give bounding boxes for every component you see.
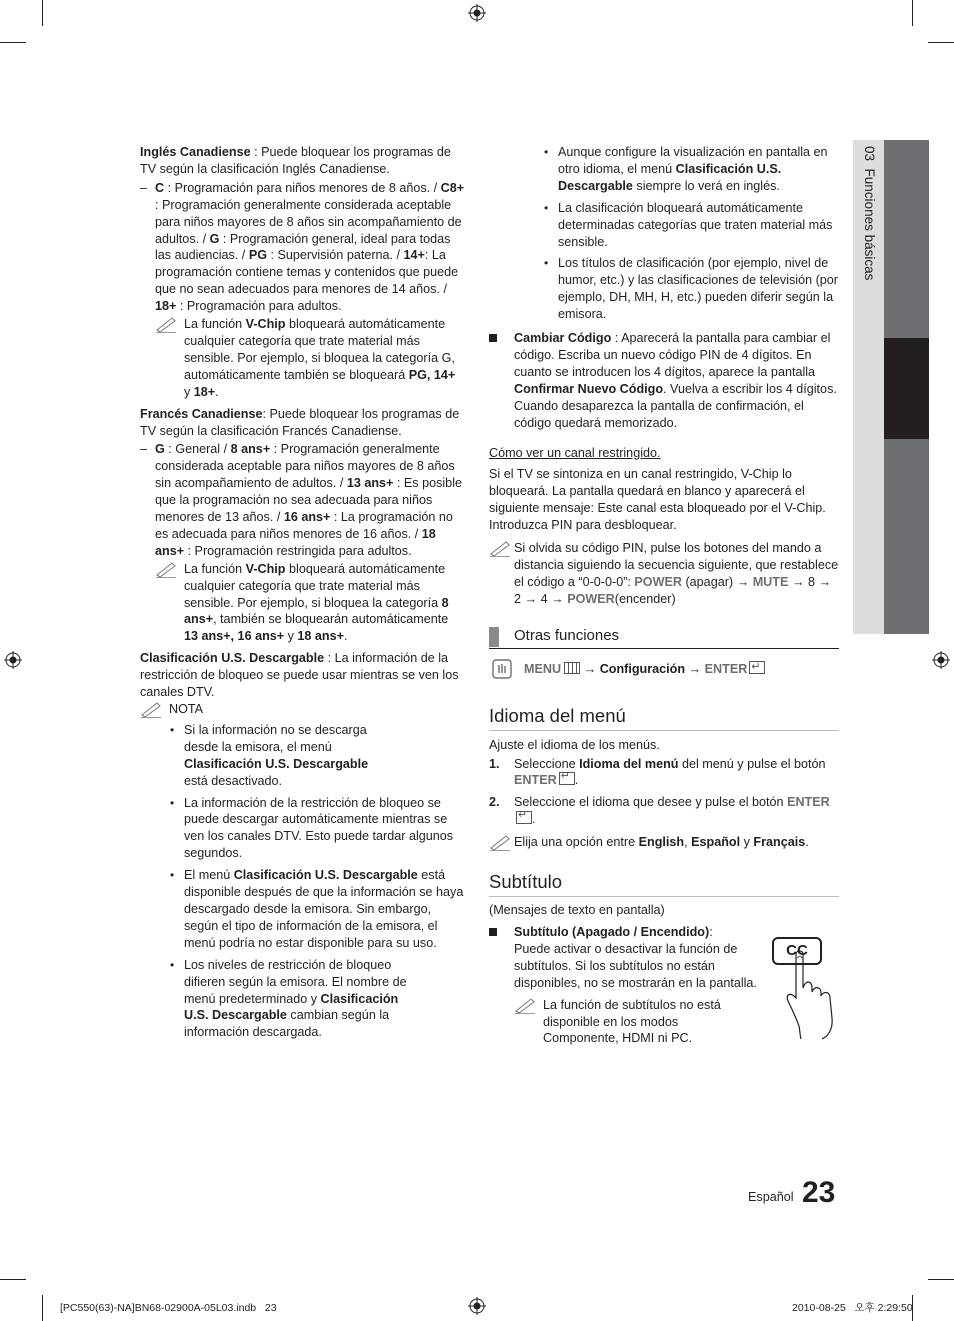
list-text: Si la información no se descarga desde la emisora, el menú [184, 722, 367, 754]
rating-pg-14: PG, 14+ [408, 367, 456, 382]
step-text: . [574, 773, 579, 788]
cambiar-codigo-title: Cambiar Código [514, 331, 612, 346]
rating-text: : Programación general, ideal para todas las audiencias. / [155, 231, 451, 263]
rating-13-16: 13 ans+, 16 ans+ [184, 629, 285, 644]
list-item [544, 255, 839, 323]
rating-text: : Es posible que la programación no sea adecuada para niños menores de 13 años. / [155, 476, 462, 525]
note-text: bloqueará automáticamente cualquier categoría que trate material más sensible. Por ejemplo, si bloquea la categoría [184, 561, 446, 610]
enter-glyph-icon [749, 661, 765, 674]
vchip-label: V-Chip [245, 317, 286, 332]
menu-glyph-icon [564, 662, 580, 674]
note-text: , [684, 835, 692, 850]
registration-mark-icon [468, 1297, 486, 1315]
crop-mark [42, 1295, 43, 1321]
nota-label: NOTA [169, 702, 204, 716]
menu-name: Clasificación U.S. Descargable [184, 756, 369, 771]
mute-key: MUTE [752, 574, 789, 589]
subtitulo-heading: Subtítulo [489, 871, 839, 897]
enter-key: ENTER [514, 773, 557, 788]
step-2 [489, 794, 839, 828]
note-text: . [343, 629, 348, 644]
note-text: y [740, 835, 754, 850]
rating-c: C [155, 180, 165, 195]
list-item [170, 722, 466, 790]
menu-key: MENU [524, 661, 562, 676]
print-timestamp: 2010-08-25 오후 2:29:50 [792, 1302, 913, 1314]
list-text: La información de la restricción de bloqueo se puede descargar automáticamente mientras se ven los canales DTV. Esto puede tardar algunos segundos. [184, 795, 454, 861]
frances-paragraph [140, 406, 465, 440]
subtitulo-intro: (Mensajes de texto en pantalla) [489, 903, 665, 918]
cc-label: CC [786, 942, 808, 959]
page-number: 23 [802, 1176, 836, 1209]
rating-16: 16 ans+ [283, 510, 331, 525]
note-text: La función [184, 561, 246, 576]
menu-name: Clasificación U.S. Descargable [184, 991, 399, 1023]
chapter-title: Funciones básicas [861, 168, 877, 281]
note-pencil-icon [155, 560, 177, 578]
language-english: English [638, 835, 685, 850]
note-pencil-icon [489, 833, 511, 851]
como-ver-text: Si el TV se sintoniza en un canal restringido, V-Chip lo bloqueará. La pantalla quedará en blanco y aparecerá el siguiente mensaje: Este canal esta bloqueado por el V-Chip. Introduzca PIN para desbloquear. [489, 467, 826, 533]
como-ver-heading: Cómo ver un canal restringido. [489, 445, 661, 460]
enter-key: ENTER [704, 661, 748, 676]
note-text: (encender) [614, 591, 676, 606]
rating-8: 8 ans+ [230, 442, 271, 457]
note-text: , también se bloquearán automáticamente [213, 612, 449, 627]
crop-mark [42, 0, 43, 26]
list-text: El menú [184, 868, 234, 883]
frances-title: Francés Canadiense [140, 406, 263, 421]
vchip-note-2 [155, 561, 465, 646]
step-number: 2. [489, 795, 500, 810]
idioma-heading: Idioma del menú [489, 705, 839, 731]
subtitulo-item-title: Subtítulo (Apagado / Encendido) [514, 925, 710, 939]
step-text: . [532, 812, 536, 827]
rating-8: 8 ans+ [184, 595, 449, 627]
crop-mark [928, 1279, 954, 1280]
rating-18: 18 ans+ [297, 629, 344, 644]
registration-mark-icon [468, 4, 486, 22]
rating-c8: C8+ [440, 180, 465, 195]
list-text: está disponible después de que la información se haya descargado desde la emisora. Sin embargo, según el tipo de información de la emisora, el menú podría no estar disponible para su uso. [184, 868, 464, 950]
right-column [489, 144, 839, 1047]
rating-text: : Programación generalmente considerada aceptable para niños mayores de 8 años sin acompañamiento de adultos. / [155, 197, 462, 246]
menu-name: Confirmar Nuevo Código [514, 381, 664, 396]
menu-name: Clasificación U.S. Descargable [558, 161, 782, 193]
list-item [170, 795, 466, 863]
step-text: del menú y pulse el botón [678, 756, 826, 771]
crop-mark [0, 42, 26, 43]
otras-funciones-heading [489, 625, 839, 649]
note-text: y [184, 384, 194, 399]
side-tab-segment [884, 439, 929, 634]
vchip-label: V-Chip [245, 561, 286, 576]
list-text: cambian según la información descargada. [184, 1008, 390, 1040]
rating-text: : La programación no es adecuada para niños menores de 16 años. / [155, 510, 453, 541]
registration-mark-icon [932, 651, 950, 669]
note-pencil-icon [155, 315, 177, 333]
print-file-info: [PC550(63)-NA]BN68-02900A-05L03.indb 23 [60, 1302, 277, 1314]
note-text: La función de subtítulos no está disponible en los modos Componente, HDMI ni PC. [543, 997, 721, 1046]
list-text: Los títulos de clasificación (por ejemplo, nivel de humor, etc.) y las clasificaciones de televisión (por ejemplo, DH, MH, H, etc.) pueden diferir según la emisora. [558, 256, 838, 322]
list-item [170, 957, 466, 1042]
vchip-note-1 [155, 316, 465, 401]
rating-text: : Supervisión paterna. / [267, 248, 404, 263]
language-note [489, 834, 839, 851]
note-pencil-icon [140, 700, 162, 718]
rating-g: G [209, 231, 220, 246]
rating-text: : Programación generalmente considerada aceptable para niños mayores de 8 años sin acompañamiento de adultos. / [155, 442, 455, 491]
rating-text: : Programación para niños menores de 8 años. / [164, 180, 441, 195]
menu-name: Idioma del menú [579, 756, 679, 771]
rating-18: 18+ [193, 384, 216, 399]
ingles-ratings [140, 180, 465, 315]
note-text: Elija una opción entre [514, 835, 639, 850]
list-text: Los niveles de restricción de bloqueo difieren según la emisora. El nombre de menú predeterminado y [184, 957, 407, 1006]
crop-mark [912, 0, 913, 26]
note-pencil-icon [514, 996, 536, 1014]
rating-14: 14+ [403, 248, 425, 263]
power-key: POWER [567, 591, 615, 606]
side-tab-segment-active [884, 338, 929, 439]
note-text: . [215, 384, 219, 399]
list-item [544, 200, 839, 251]
ingles-title: Inglés Canadiense [140, 145, 251, 159]
rating-g: G [155, 442, 165, 457]
rating-text: : Programación restringida para adultos. [184, 543, 412, 558]
left-column [140, 144, 465, 1041]
frances-text: : Puede bloquear los programas de TV según la clasificación Francés Canadiense. [140, 406, 460, 438]
note-text: bloqueará automáticamente cualquier categoría que trate material más sensible. Por ejemplo, si bloquea la categoría G, automáticamente también se bloqueará [184, 317, 455, 382]
list-item [544, 144, 839, 195]
step-text: Seleccione el idioma que desee y pulse el botón [514, 795, 788, 810]
rating-bullets [544, 144, 839, 323]
side-tab-segment [884, 140, 929, 338]
step-number: 1. [489, 756, 500, 771]
list-text: . Vuelva a escribir los 4 dígitos. Cuando desaparezca la pantalla de confirmación, el código quedará memorizado. [514, 381, 837, 430]
language-francais: Français [753, 835, 806, 850]
chapter-label [860, 146, 877, 280]
chapter-number: 03 [861, 146, 877, 162]
ingles-paragraph [140, 144, 465, 178]
list-text: siempre lo verá en inglés. [632, 178, 780, 193]
pin-reset-note [489, 540, 839, 608]
language-espanol: Español [691, 835, 741, 850]
clasificacion-title: Clasificación U.S. Descargable [140, 651, 325, 666]
ingles-text: : Puede bloquear los programas de TV según la clasificación Inglés Canadiense. [140, 145, 451, 176]
path-configuracion: Configuración [599, 661, 686, 676]
pointing-hand-icon [772, 936, 840, 1040]
subtitulo-note [514, 997, 723, 1048]
menu-path [489, 659, 839, 679]
nota-heading [140, 701, 465, 718]
note-text: → 8 → 2 → 4 → [514, 574, 832, 606]
note-text: y [284, 629, 298, 644]
note-text: (apagar) → [681, 574, 753, 589]
list-text: : Aparecerá la pantalla para cambiar el código. Escriba un nuevo código PIN de 4 dígitos. En cuanto se introducen los 4 dígitos, aparece la pantalla [514, 331, 831, 379]
list-text: Aunque configure la visualización en pantalla en otro idioma, el menú [558, 145, 828, 176]
rating-13: 13 ans+ [346, 476, 394, 491]
subtitulo-item [489, 924, 769, 992]
enter-key: ENTER [787, 795, 830, 810]
menu-remote-icon [492, 659, 512, 679]
rating-18: 18 ans+ [155, 526, 436, 558]
rating-text: : La programación contiene temas y contenidos que puede que no sean adecuados para menores de 14 años. / [155, 248, 459, 297]
list-text: La clasificación bloqueará automáticamente determinadas categorías que traten material más sensible. [558, 200, 833, 249]
note-pencil-icon [489, 539, 511, 557]
registration-mark-icon [4, 651, 22, 669]
enter-glyph-icon [516, 811, 532, 824]
step-text: Seleccione [514, 756, 580, 771]
list-text: : [709, 925, 713, 939]
page-language: Español [748, 1190, 794, 1204]
note-text: La función [184, 317, 246, 332]
section-title: Otras funciones [514, 626, 620, 644]
power-key: POWER [634, 574, 682, 589]
menu-name: Clasificación U.S. Descargable [233, 868, 418, 883]
enter-glyph-icon [559, 772, 575, 785]
path-arrow: → [685, 661, 705, 676]
rating-text: : General / [164, 442, 231, 457]
list-item [170, 867, 466, 952]
frances-ratings [140, 441, 465, 559]
idioma-intro: Ajuste el idioma de los menús. [489, 737, 660, 752]
rating-18: 18+ [155, 299, 177, 314]
rating-pg: PG [248, 248, 268, 263]
note-text: Si olvida su código PIN, pulse los botones del mando a distancia siguiendo la secuencia siguiente, que restablece el código a “0-0-0-0”: [514, 541, 839, 589]
cc-button-illustration [772, 936, 840, 1040]
nota-list [170, 722, 466, 1041]
list-text: Puede activar o desactivar la función de subtítulos. Si los subtítulos no están disponibles, no se mostrarán en la pantalla. [514, 941, 757, 990]
list-text: está desactivado. [184, 773, 283, 788]
path-arrow: → [580, 661, 600, 676]
clasificacion-text: : La información de la restricción de bloqueo se puede usar mientras se ven los canales DTV. [140, 651, 459, 700]
step-1 [489, 756, 839, 790]
note-text: . [805, 835, 809, 850]
crop-mark [928, 42, 954, 43]
crop-mark [0, 1279, 26, 1280]
cambiar-codigo-item [489, 330, 839, 431]
clasificacion-paragraph [140, 650, 465, 701]
rating-text: : Programación para adultos. [176, 299, 342, 314]
